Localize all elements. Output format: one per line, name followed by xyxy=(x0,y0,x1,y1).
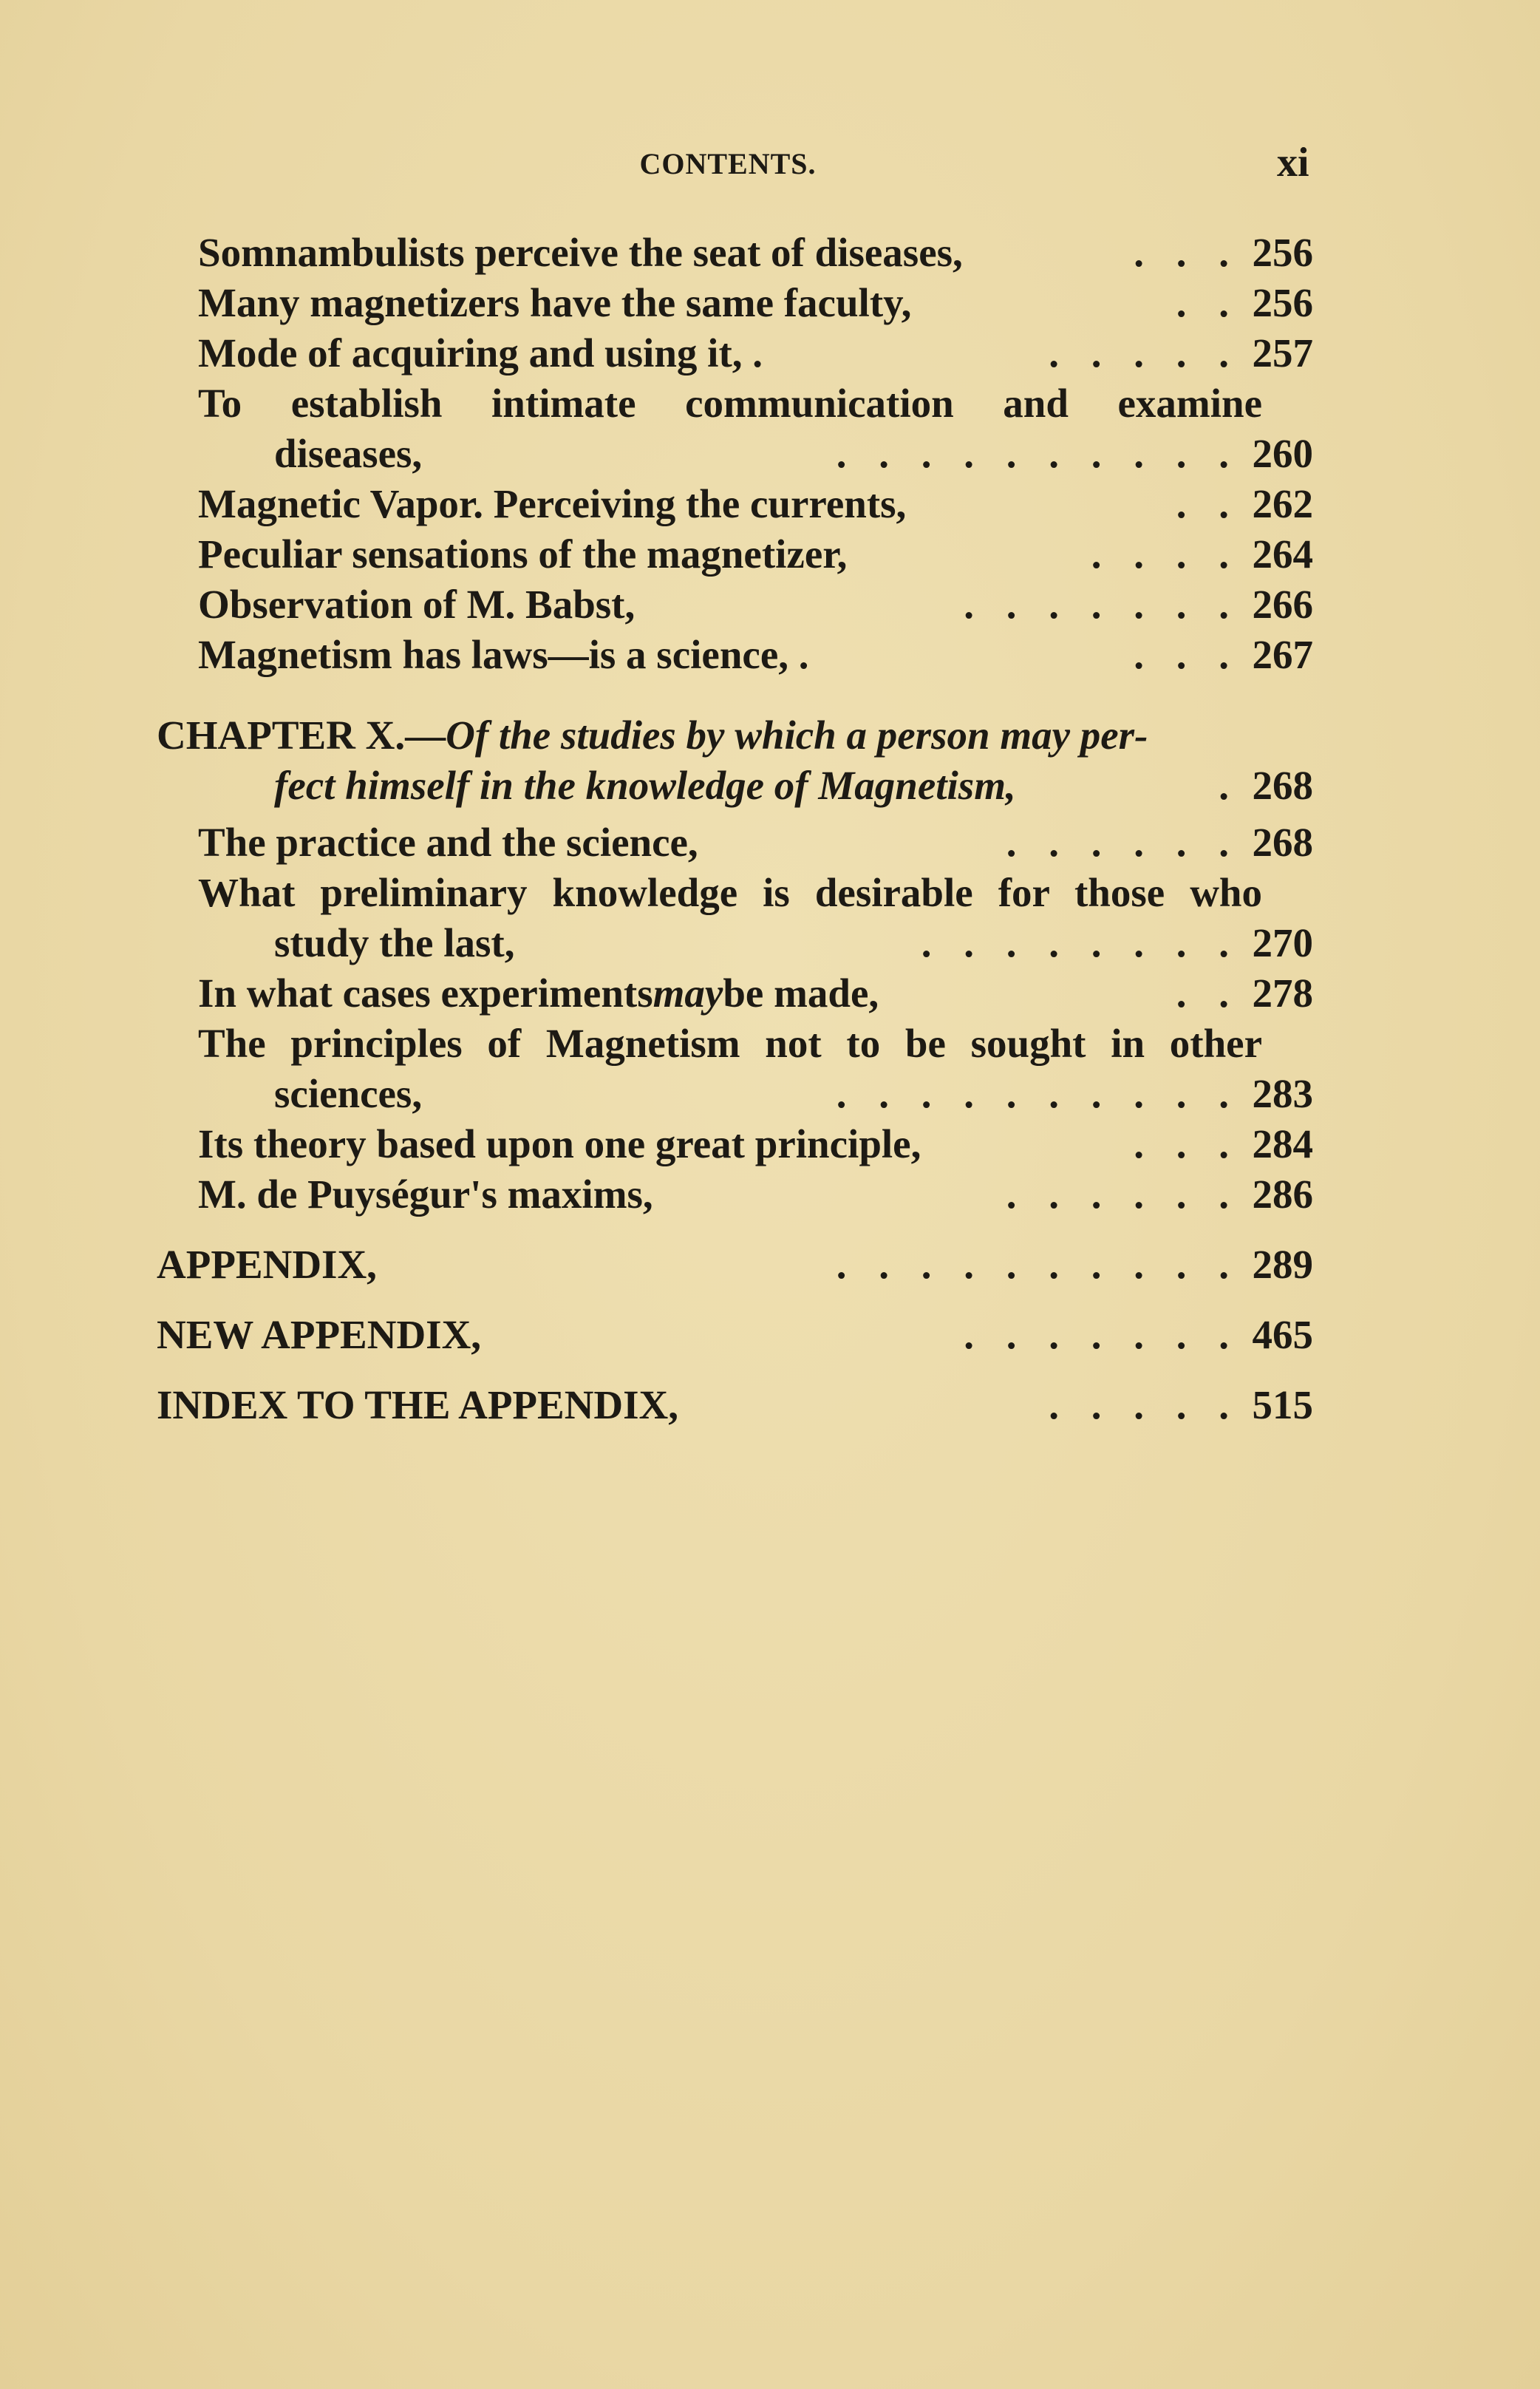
entry-text: Observation of M. Babst, xyxy=(198,582,636,627)
back-matter-entry xyxy=(157,1380,1313,1430)
entry-text: diseases, xyxy=(274,431,423,476)
entry-page: 283 xyxy=(1252,1071,1313,1116)
entry-text: be made, xyxy=(723,971,879,1016)
toc-line xyxy=(157,228,1313,278)
entry-text: Many magnetizers have the same faculty, xyxy=(198,280,912,325)
toc-entry xyxy=(157,328,1313,378)
toc-entry xyxy=(157,1169,1313,1220)
entry-page: 515 xyxy=(1252,1382,1313,1427)
leader-dots: . . . xyxy=(1134,632,1229,677)
entry-text-emphasis: may xyxy=(653,971,723,1016)
entry-text: What preliminary knowledge is desirable for those who xyxy=(198,870,1262,915)
back-matter-entry xyxy=(157,1240,1313,1290)
entry-text: The practice and the science, xyxy=(198,820,698,865)
toc-line xyxy=(157,479,1313,529)
entry-page: 257 xyxy=(1252,330,1313,375)
toc-entry xyxy=(157,868,1313,968)
entry-text: Peculiar sensations of the magnetizer, xyxy=(198,531,848,577)
toc-line xyxy=(157,968,1313,1019)
leader-dots: . . . . . . . . . . xyxy=(836,1242,1229,1287)
toc-line xyxy=(157,378,1313,429)
entry-text: Somnambulists perceive the seat of diseases, xyxy=(198,230,963,275)
toc-entry xyxy=(157,968,1313,1019)
toc-line xyxy=(157,868,1313,918)
leader-dots: . . . xyxy=(1134,230,1229,275)
leader-dots: . . . . . . . xyxy=(964,1312,1229,1357)
entry-page: 262 xyxy=(1252,481,1313,526)
running-header-title: CONTENTS. xyxy=(639,147,817,180)
toc-line xyxy=(157,818,1313,868)
leader-dots: . . . . . . . xyxy=(964,582,1229,627)
entry-page: 286 xyxy=(1252,1172,1313,1217)
leader-dots: . . . . . . . . . . xyxy=(836,1071,1229,1116)
chapter-heading xyxy=(157,710,1313,811)
entry-page: 267 xyxy=(1252,632,1313,677)
leader-dots: . . . . . xyxy=(1049,330,1229,375)
back-matter-entry xyxy=(157,1310,1313,1360)
toc-line xyxy=(157,1019,1313,1069)
toc-line xyxy=(157,630,1313,680)
toc-entry xyxy=(157,818,1313,868)
toc-line xyxy=(157,918,1313,968)
toc-line xyxy=(157,1069,1313,1119)
entry-page: 278 xyxy=(1252,971,1313,1016)
toc-entry xyxy=(157,378,1313,479)
entry-page: 289 xyxy=(1252,1242,1313,1287)
leader-dots: . . xyxy=(1176,280,1229,325)
toc-line xyxy=(157,278,1313,328)
toc-line xyxy=(157,1119,1313,1169)
toc-line xyxy=(157,1240,1313,1290)
leader-dots: . . . . . . . . xyxy=(921,920,1229,965)
toc-entry xyxy=(157,1019,1313,1119)
toc-entry xyxy=(157,529,1313,580)
toc-entry xyxy=(157,630,1313,680)
chapter-title-line1: Of the studies by which a person may per- xyxy=(446,713,1148,758)
entry-page: 268 xyxy=(1252,820,1313,865)
leader-dots: . . . . . . xyxy=(1006,820,1229,865)
toc-line xyxy=(157,580,1313,630)
toc-line xyxy=(157,429,1313,479)
entry-page: 256 xyxy=(1252,230,1313,275)
entry-text: Its theory based upon one great principle, xyxy=(198,1121,921,1166)
entry-text: NEW APPENDIX, xyxy=(157,1312,482,1357)
entry-text: INDEX TO THE APPENDIX, xyxy=(157,1382,679,1427)
leader-dots: . . xyxy=(1176,971,1229,1016)
entry-page: 284 xyxy=(1252,1121,1313,1166)
entry-text: To establish intimate communication and examine xyxy=(198,381,1262,426)
entry-page: 266 xyxy=(1252,582,1313,627)
toc-line xyxy=(157,1169,1313,1220)
entry-text: The principles of Magnetism not to be sought in other xyxy=(198,1021,1262,1066)
entry-page: 264 xyxy=(1252,531,1313,577)
toc-entry xyxy=(157,479,1313,529)
toc-line xyxy=(157,529,1313,580)
toc-line xyxy=(157,328,1313,378)
leader-dots: . xyxy=(1219,763,1229,808)
entry-text: Mode of acquiring and using it, . xyxy=(198,330,763,375)
entry-page: 270 xyxy=(1252,920,1313,965)
toc-line xyxy=(157,1380,1313,1430)
entry-text: study the last, xyxy=(274,920,515,965)
entry-text: sciences, xyxy=(274,1071,423,1116)
back-matter xyxy=(157,1240,1313,1430)
toc-entries xyxy=(157,228,1313,680)
entry-text: APPENDIX, xyxy=(157,1242,377,1287)
toc-entry xyxy=(157,278,1313,328)
toc-entry xyxy=(157,1119,1313,1169)
leader-dots: . . xyxy=(1176,481,1229,526)
entry-text: M. de Puységur's maxims, xyxy=(198,1172,653,1217)
chapter-label: CHAPTER X.— xyxy=(157,713,446,758)
table-of-contents xyxy=(157,228,1313,1430)
chapter-title-line2: fect himself in the knowledge of Magnetism, xyxy=(274,763,1016,808)
entry-text: Magnetic Vapor. Perceiving the currents, xyxy=(198,481,907,526)
entry-page: 260 xyxy=(1252,431,1313,476)
leader-dots: . . . . . . . . . . xyxy=(836,431,1229,476)
entry-text: Magnetism has laws—is a science, . xyxy=(198,632,809,677)
entry-text: In what cases experiments xyxy=(198,971,653,1016)
chapter-entries xyxy=(157,818,1313,1220)
entry-page: 256 xyxy=(1252,280,1313,325)
page-number: xi xyxy=(1277,140,1309,186)
entry-page: 465 xyxy=(1252,1312,1313,1357)
leader-dots: . . . xyxy=(1134,1121,1229,1166)
chapter-page: 268 xyxy=(1252,763,1313,808)
leader-dots: . . . . . . xyxy=(1006,1172,1229,1217)
toc-line xyxy=(157,1310,1313,1360)
leader-dots: . . . . xyxy=(1091,531,1229,577)
toc-entry xyxy=(157,228,1313,278)
leader-dots: . . . . . xyxy=(1049,1382,1229,1427)
toc-entry xyxy=(157,580,1313,630)
